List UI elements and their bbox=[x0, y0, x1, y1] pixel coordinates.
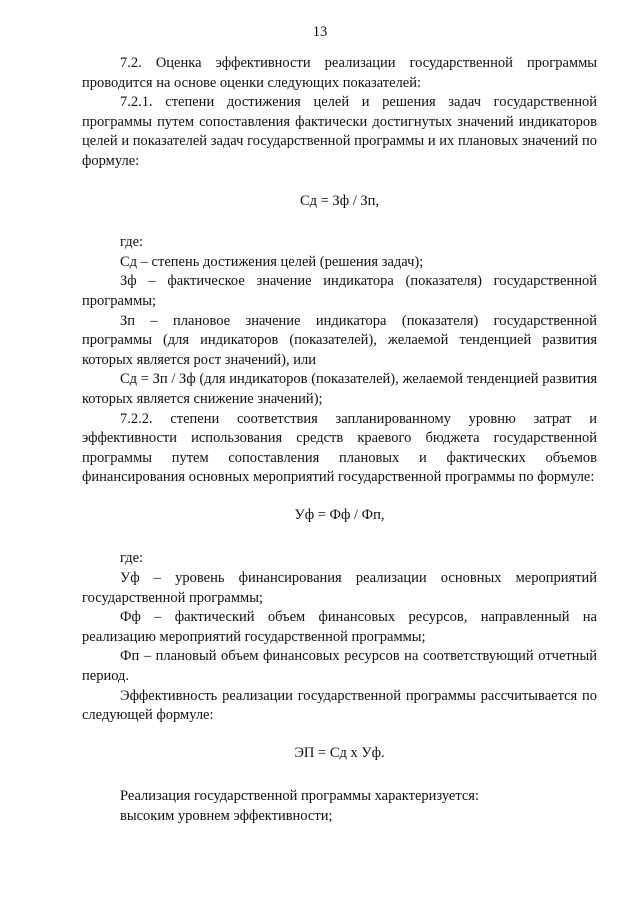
definition-uf: Уф – уровень финансирования реализации основных мероприятий государственной программы; bbox=[82, 570, 597, 606]
paragraph-high-efficiency: высоким уровнем эффективности; bbox=[120, 808, 333, 824]
paragraph-7-2: 7.2. Оценка эффективности реализации государственной программы проводится на основе оценки следующих показателей: bbox=[82, 55, 597, 91]
definition-sd: Сд – степень достижения целей (решения задач); bbox=[120, 253, 424, 270]
definition-ff: Фф – фактический объем финансовых ресурсов, направленный на реализацию мероприятий государственной программы; bbox=[82, 609, 597, 645]
paragraph-characterization: Реализация государственной программы характеризуется: bbox=[120, 788, 479, 805]
definition-zp: Зп – плановое значение индикатора (показателя) государственной программы (для индикаторов (показателей), желаемой тенденцией развития которых является рост значений), или bbox=[82, 312, 597, 368]
definition-zf: Зф – фактическое значение индикатора (показателя) государственной программы; bbox=[82, 273, 597, 309]
paragraph-7-2-1: 7.2.1. степени достижения целей и решения задач государственной программы путем сопоставления фактически достигнутых значений индикаторов целей и показателей задач государственной программы и их плановых значений по формуле: bbox=[82, 94, 597, 169]
paragraph-7-2-2: 7.2.2. степени соответствия запланированному уровню затрат и эффективности использования средств краевого бюджета государственной программы путем сопоставления плановых и фактических объемов финансирования основных мероприятий государственной программы по формуле: bbox=[82, 410, 597, 486]
where-label-1: где: bbox=[120, 234, 144, 251]
paragraph-efficiency: Эффективность реализации государственной программы рассчитывается по следующей формуле: bbox=[82, 687, 597, 724]
where-label-2: где: bbox=[120, 550, 144, 567]
definition-fp: Фп – плановый объем финансовых ресурсов на соответствующий отчетный период. bbox=[82, 648, 597, 685]
page-number: 13 bbox=[312, 24, 328, 40]
definition-sd-alt: Сд = Зп / Зф (для индикаторов (показателей), желаемой тенденцией развития которых является снижение значений); bbox=[82, 371, 597, 407]
formula-sd: Сд = Зф / Зп, bbox=[299, 192, 380, 209]
document-body bbox=[82, 54, 597, 827]
formula-uf: Уф = Фф / Фп, bbox=[294, 506, 385, 523]
formula-ep: ЭП = Сд х Уф. bbox=[294, 744, 385, 761]
